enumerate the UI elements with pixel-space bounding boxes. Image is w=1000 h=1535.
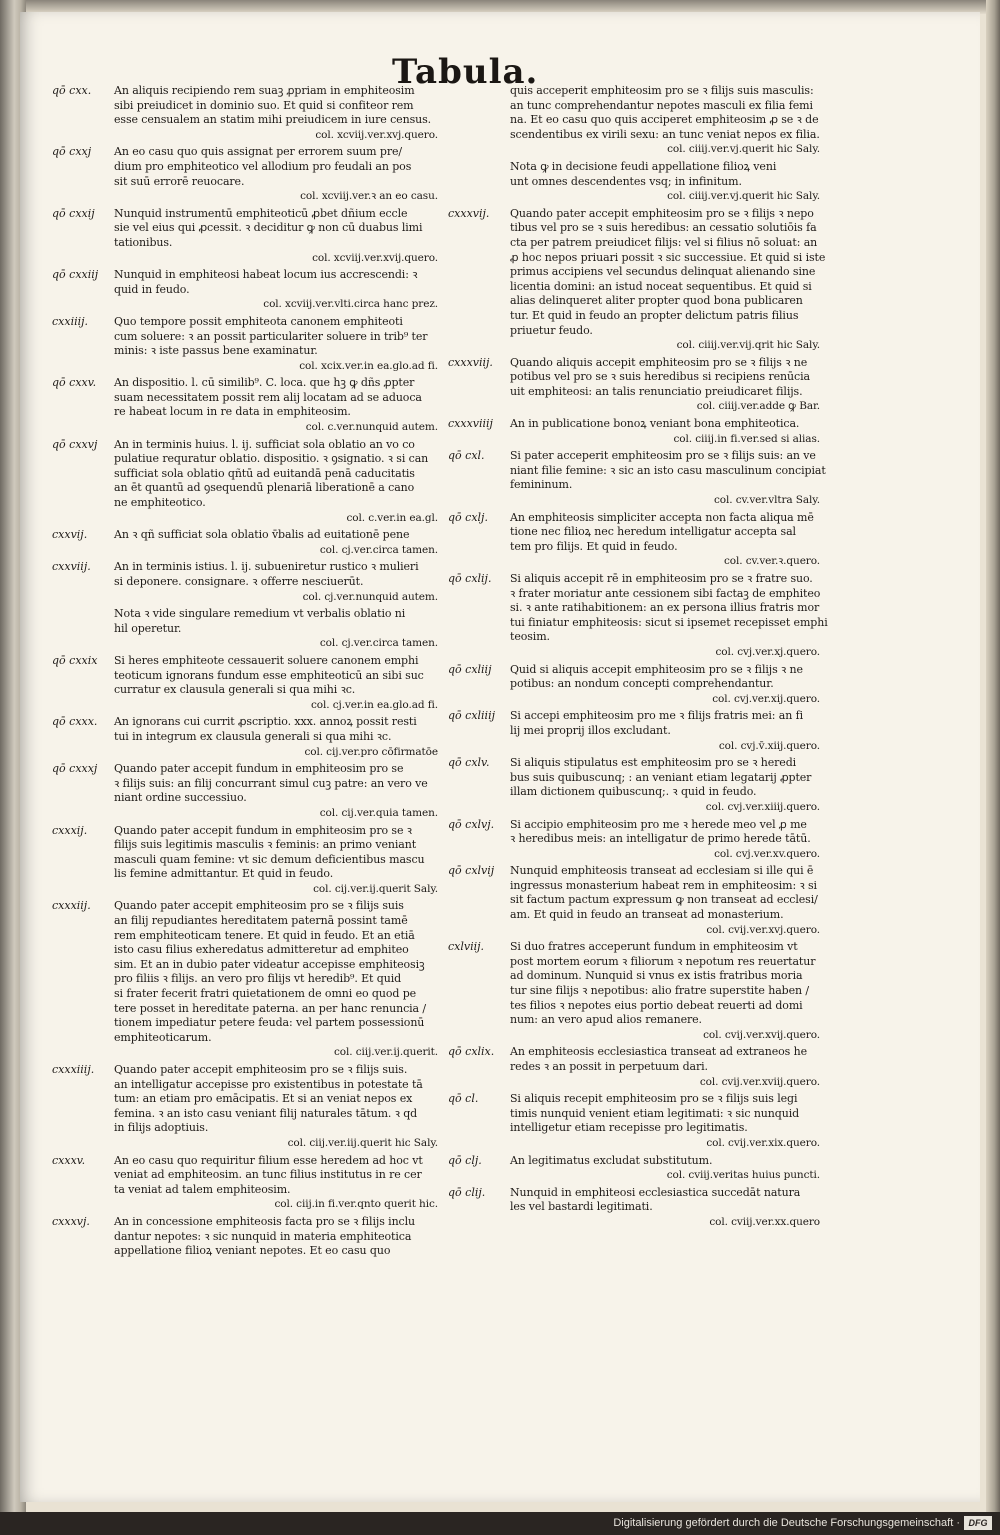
index-entry (52, 560, 438, 604)
entry-line: uit emphiteosi: an talis renunciatio preiudicaret filijs. (510, 384, 803, 398)
entry-line: appellatione filioꝝ veniant nepotes. Et eo casu quo (114, 1244, 391, 1258)
index-entry (448, 417, 820, 446)
index-entry (52, 207, 438, 265)
question-number: qō cxlvj. (448, 817, 495, 831)
entry-line: Quando aliquis accepit emphiteosim pro se ꝛ filijs ꝛ ne (510, 355, 808, 369)
entry-line: An in terminis huius. l. ij. sufficiat sola oblatio an vo co (114, 437, 415, 451)
entry-line: Nota ꝙ in decisione feudi appellatione filioꝝ veni (510, 159, 777, 173)
left-column (52, 84, 438, 1262)
entry-line: pulatiue requratur oblatio. dispositio. ꝛ ꝯsignatio. ꝛ si can (114, 452, 429, 466)
entry-line: tione nec filioꝝ nec heredum intelligatur accepta sal (510, 525, 796, 539)
entry-line: post mortem eorum ꝛ filiorum ꝛ nepotum res reuertatur (510, 954, 816, 968)
entry-text (114, 1063, 438, 1151)
question-number: qō cxlv. (448, 756, 490, 770)
index-entry (52, 528, 438, 557)
column-reference: col. cvij.ver.xix.quero. (706, 1136, 820, 1149)
entry-text (510, 1092, 820, 1150)
entry-line: hil operetur. (114, 621, 182, 635)
index-entry (52, 84, 438, 142)
entry-text (114, 315, 438, 373)
index-entry (448, 572, 828, 660)
entry-text (114, 654, 438, 712)
entry-line: in filijs adoptiuis. (114, 1121, 209, 1135)
index-entry (52, 1154, 438, 1212)
question-number: cxxiiij. (52, 314, 89, 328)
question-number: qō cxxv. (52, 376, 97, 390)
entry-line: tationibus. (114, 235, 173, 249)
question-number: qō cxxij (52, 206, 95, 220)
entry-text (510, 1154, 820, 1183)
entry-text (114, 438, 438, 526)
entry-line: filijs suis legitimis masculis ꝛ feminis: an primo veniant (114, 838, 417, 852)
column-reference: col. cvj.ver.xij.quero. (712, 692, 820, 705)
entry-line: tur sine filijs ꝛ nepotibus: alio fratre superstite haben / (510, 984, 809, 998)
column-reference: col. ciiij.ver.vj.querit hic Saly. (667, 190, 820, 203)
column-reference: col. cviij.ver.xx.quero (709, 1215, 820, 1228)
entry-text (510, 511, 820, 569)
entry-line: teosim. (510, 630, 550, 644)
index-entry (448, 756, 820, 814)
question-number: qō cxxj (52, 145, 92, 159)
index-entry (52, 1063, 438, 1151)
entry-line: Si accipio emphiteosim pro me ꝛ herede meo vel ꝓ me (510, 817, 807, 831)
entry-text (510, 709, 820, 753)
entry-line: niant ordine successiuo. (114, 791, 247, 805)
column-reference: col. xcviij.ver.vlti.circa hanc prez. (263, 298, 438, 311)
column-reference: col. xcviij.ver.ꝛ an eo casu. (300, 190, 438, 203)
entry-line: sit factum pactum expressum ꝙ non transeat ad ecclesi/ (510, 893, 818, 907)
question-number: cxxviij. (52, 560, 91, 574)
entry-line: ne emphiteotico. (114, 496, 206, 510)
question-number: cxxxvj. (52, 1214, 90, 1228)
funding-credit: Digitalisierung gefördert durch die Deutsche Forschungsgemeinschaft · (613, 1517, 960, 1529)
question-number: cxxxij. (52, 823, 88, 837)
entry-line: ꝛ heredibus meis: an intelligatur de primo herede tātū. (510, 832, 811, 846)
column-reference: col. ciij.ver.iij.querit hic Saly. (287, 1136, 438, 1149)
entry-text (114, 1154, 438, 1212)
question-number: qō cxlix. (448, 1045, 495, 1059)
entry-line: An eo casu quo quis assignat per errorem suum pre/ (114, 145, 403, 159)
entry-line: cta per patrem preiudicet filijs: vel si filius nō soluat: an (510, 235, 818, 249)
entry-line: redes ꝛ an possit in perpetuum dari. (510, 1060, 708, 1073)
entry-text (114, 899, 438, 1060)
question-number: qō cl. (448, 1092, 479, 1106)
page-title: Tabula. (392, 52, 539, 92)
entry-line: licentia domini: an istud noceat sequentibus. Et quid si (510, 279, 812, 293)
entry-line: Si heres emphiteote cessauerit soluere canonem emphi (114, 653, 419, 667)
entry-text (510, 572, 828, 660)
entry-line: Quando pater accepit emphiteosim pro se ꝛ filijs suis. (114, 1063, 408, 1076)
column-reference: col. ciij.in fi.ver.qnto querit hic. (274, 1198, 438, 1211)
entry-line: esse censualem an statim mihi preiudicem in iure census. (114, 113, 432, 127)
entry-line: Quo tempore possit emphiteota canonem emphiteoti (114, 314, 403, 328)
entry-line: An emphiteosis ecclesiastica transeat ad extraneos he (510, 1045, 807, 1059)
index-entry (52, 438, 438, 526)
index-entry (448, 818, 820, 862)
column-reference: col. cij.ver.pro cōfirmatōe (304, 745, 438, 758)
entry-text (510, 1186, 820, 1230)
entry-line: alias delinqueret aliter propter quod bona publicaren (510, 294, 803, 308)
entry-line: sim. Et an in dubio pater videatur accepisse emphiteosiꝫ (114, 957, 425, 971)
question-number: cxxvij. (52, 528, 88, 542)
column-reference: col. xcviij.ver.xvj.quero. (315, 128, 438, 141)
column-reference: col. cv.ver.vltra Saly. (713, 494, 820, 507)
column-reference: col. cviij.veritas huius puncti. (666, 1169, 820, 1182)
entry-text (114, 376, 438, 434)
entry-line: primus accipiens vel secundus delinquat alienando sine (510, 265, 816, 279)
question-number: qō cxlj. (448, 510, 488, 524)
index-entry (448, 160, 820, 204)
entry-line: dium pro emphiteotico vel allodium pro feudali an pos (114, 159, 412, 173)
index-entry (448, 1092, 820, 1150)
entry-line: Si duo fratres acceperunt fundum in emphiteosim vt (510, 940, 798, 954)
entry-line: tere posset in hereditate paterna. an per hanc renuncia / (114, 1001, 427, 1015)
entry-line: lij mei proprij illos excludant. (510, 723, 671, 737)
entry-line: An ꝛ qñ sufficiat sola oblatio v̄balis ad euitationē pene (114, 528, 410, 542)
column-reference: col. cj.ver.circa tamen. (319, 543, 438, 556)
entry-line: An ignorans cui currit ꝓscriptio. xxx. annoꝝ possit resti (114, 715, 417, 729)
question-number: qō cxliij (448, 662, 492, 676)
entry-line: Nunquid emphiteosis transeat ad ecclesiam si ille qui ē (510, 864, 814, 878)
question-number: cxxxiiij. (52, 1063, 95, 1076)
entry-line: potibus: an nondum concepti comprehendantur. (510, 677, 774, 691)
question-number: qō cxxxj (52, 762, 98, 776)
entry-line: scendentibus ex virili sexu: an tunc veniat nepos ex filia. (510, 127, 820, 141)
entry-line: potibus vel pro se ꝛ suis heredibus si recipiens renūcia (510, 370, 810, 384)
entry-line: bus suis quibuscunq; : an veniant etiam legatarij ꝓpter (510, 770, 812, 784)
entry-line: si deponere. consignare. ꝛ offerre nesciuerūt. (114, 575, 364, 588)
entry-text (114, 560, 438, 604)
index-entry (52, 762, 438, 820)
entry-line: lis femine admittantur. Et quid in feudo. (114, 867, 334, 881)
entry-line: sit suū errorē reuocare. (114, 174, 245, 188)
entry-line: femina. ꝛ an isto casu veniant filij naturales tātum. ꝛ qd (114, 1106, 418, 1120)
entry-line: ad dominum. Nunquid si vnus ex istis fratribus moria (510, 969, 803, 983)
index-entry (52, 899, 438, 1060)
index-entry (448, 663, 820, 707)
index-entry (448, 940, 820, 1042)
entry-line: Si aliquis recepit emphiteosim pro se ꝛ filijs suis legi (510, 1092, 798, 1106)
entry-line: An emphiteosis simpliciter accepta non facta aliqua mē (510, 510, 814, 524)
entry-line: rem emphiteoticam tenere. Et quid in feudo. Et an etiā (114, 928, 415, 942)
entry-line: si frater fecerit fratri quietationem de omni eo quod pe (114, 987, 417, 1001)
entry-text (510, 663, 820, 707)
entry-line: re habeat locum in re data in emphiteosim. (114, 405, 351, 419)
entry-line: Si aliquis accepit rē in emphiteosim pro se ꝛ fratre suo. (510, 572, 813, 585)
entry-line: Si accepi emphiteosim pro me ꝛ filijs fratris mei: an fi (510, 709, 803, 723)
column-reference: col. cvij.ver.xviij.quero. (699, 1075, 820, 1088)
column-reference: col. ciiij.ver.adde ꝙ Bar. (696, 400, 820, 413)
column-reference: col. ciiij.ver.vj.querit hic Saly. (667, 143, 820, 156)
entry-line: priuetur feudo. (510, 323, 593, 337)
entry-text (114, 84, 438, 142)
column-reference: col. cvij.ver.xvij.quero. (703, 1028, 820, 1041)
entry-line: an intelligatur accepisse pro existentibus in potestate tā (114, 1077, 423, 1091)
entry-line: ꝛ filijs suis: an filij concurrant simul cuꝫ patre: an vero ve (114, 776, 428, 790)
index-entry (448, 511, 820, 569)
question-number: cxlviij. (448, 940, 485, 954)
entry-line: an tunc comprehendantur nepotes masculi ex filia femi (510, 98, 813, 112)
entry-line: tur. Et quid in feudo an propter delictum patris filius (510, 308, 799, 322)
entry-line: minis: ꝛ iste passus bene examinatur. (114, 344, 318, 358)
entry-line: suam necessitatem possit rem alij locatam ad se aduoca (114, 390, 422, 404)
entry-line: timis nunquid venient etiam legitimati: ꝛ sic nunquid (510, 1106, 800, 1120)
entry-line: Nunquid instrumentū emphiteoticū ꝓbet dñium eccle (114, 206, 408, 220)
entry-line: teoticum ignorans fundum esse emphiteoticū an sibi suc (114, 668, 424, 682)
entry-text (510, 449, 826, 507)
entry-line: ꝓ hoc nepos priuari possit ꝛ sic successiue. Et quid si iste (510, 250, 826, 264)
entry-line: isto casu filius exheredatus admitteretur ad emphiteo (114, 943, 409, 957)
question-number: qō clj. (448, 1153, 482, 1167)
question-number: qō cxxvj (52, 437, 98, 451)
column-reference: col. cij.ver.quia tamen. (319, 806, 438, 819)
entry-text (114, 145, 438, 203)
entry-line: emphiteoticarum. (114, 1030, 212, 1044)
entry-line: An legitimatus excludat substitutum. (510, 1153, 713, 1167)
entry-line: tui in integrum ex clausula generali si qua mihi ꝛc. (114, 729, 392, 743)
index-entry (448, 1186, 820, 1230)
entry-line: intelligetur etiam recepisse pro legitimatis. (510, 1121, 748, 1135)
entry-line: na. Et eo casu quo quis acciperet emphiteosim ꝓ se ꝛ de (510, 113, 819, 127)
question-number: cxxxiij. (52, 899, 91, 913)
column-reference: col. cv.ver.ꝛ.quero. (724, 555, 820, 568)
column-reference: col. cij.ver.ij.querit Saly. (313, 882, 438, 895)
entry-line: an filij repudiantes hereditatem paternā possint tamē (114, 914, 408, 928)
book-page (20, 12, 980, 1502)
column-reference: col. cvj.v̄.xiij.quero. (718, 739, 820, 752)
entry-line: Quando pater accepit fundum in emphiteosim pro se (114, 762, 404, 776)
question-number: qō cxlij. (448, 572, 492, 585)
index-entry (448, 1154, 820, 1183)
question-number: qō cxxiij (52, 268, 99, 282)
index-entry (52, 654, 438, 712)
right-column (448, 84, 828, 1233)
index-entry (448, 709, 820, 753)
entry-line: tionem impediatur petere feuda: vel partem possessionū (114, 1016, 425, 1030)
entry-line: An dispositio. l. cū similib⁹. C. loca. que hꝫ ꝙ dñs ꝓpter (114, 376, 415, 390)
index-entry (52, 315, 438, 373)
entry-text (510, 417, 820, 446)
entry-text (114, 762, 438, 820)
index-entry (52, 1215, 438, 1259)
entry-line: illam dictionem quibuscunq;. ꝛ quid in feudo. (510, 785, 757, 799)
entry-line: an ēt quantū ad ꝯsequendū plenariā liberationē a cano (114, 481, 415, 495)
column-reference: col. cvij.ver.xvj.quero. (706, 923, 820, 936)
entry-text (510, 864, 820, 937)
entry-text (510, 756, 820, 814)
column-reference: col. cvj.ver.xiiij.quero. (705, 800, 820, 813)
entry-line: Quando pater accepit fundum in emphiteosim pro se ꝛ (114, 823, 412, 837)
entry-line: tes filios ꝛ nepotes eius portio debeat reuerti ad domi (510, 998, 803, 1012)
index-entry (52, 824, 438, 897)
entry-line: An in concessione emphiteosis facta pro se ꝛ filijs inclu (114, 1214, 416, 1228)
column-reference: col. ciiij.ver.vij.qrit hic Saly. (676, 339, 820, 352)
index-entry (52, 145, 438, 203)
entry-line: Nunquid in emphiteosi habeat locum ius accrescendi: ꝛ (114, 268, 418, 282)
question-number: qō cxxx. (52, 715, 98, 729)
entry-line: femininum. (510, 478, 573, 492)
entry-line: ꝛ frater moriatur ante cessionem sibi factaꝫ de emphiteo (510, 586, 821, 600)
entry-line: quis acceperit emphiteosim pro se ꝛ filijs suis masculis: (510, 84, 814, 97)
entry-text (114, 1215, 438, 1259)
entry-line: veniat ad emphiteosim. an tunc filius institutus in re cer (114, 1168, 422, 1182)
entry-line: Quando pater accepit emphiteosim pro se ꝛ filijs ꝛ nepo (510, 206, 814, 220)
entry-line: masculi quam femine: vt sic demum deficientibus mascu (114, 852, 425, 866)
entry-text (510, 356, 820, 414)
entry-line: niant filie femine: ꝛ sic an isto casu masculinum concipiat (510, 463, 826, 477)
entry-text (510, 940, 820, 1042)
entry-line: unt omnes descendentes vsq; in infinitum. (510, 174, 742, 188)
entry-line: pro filiis ꝛ filijs. an vero pro filijs vt heredib⁹. Et quid (114, 972, 402, 986)
entry-line: sufficiat sola oblatio qñtū ad euitandā penā caducitatis (114, 466, 415, 480)
question-number: cxxxvij. (448, 206, 490, 220)
entry-text (510, 160, 820, 204)
dfg-logo: DFG (964, 1516, 992, 1530)
question-number: qō clij. (448, 1185, 486, 1199)
index-entry (448, 84, 820, 157)
entry-line: Nota ꝛ vide singulare remedium vt verbalis oblatio ni (114, 607, 406, 621)
index-entry (448, 449, 826, 507)
entry-line: Nunquid in emphiteosi ecclesiastica succedāt natura (510, 1185, 801, 1199)
index-entry (448, 356, 820, 414)
footer-bar (0, 1512, 1000, 1535)
entry-line: Quid si aliquis accepit emphiteosim pro se ꝛ filijs ꝛ ne (510, 662, 803, 676)
entry-text (510, 818, 820, 862)
entry-text (114, 715, 438, 759)
entry-line: tum: an etiam pro emācipatis. Et si an veniat nepos ex (114, 1092, 413, 1106)
index-entry (52, 268, 438, 312)
index-entry (448, 206, 826, 353)
column-reference: col. cvj.ver.xv.quero. (714, 847, 820, 860)
question-number: qō cxl. (448, 449, 485, 463)
entry-text (114, 207, 438, 265)
column-reference: col. xcviij.ver.xvij.quero. (312, 251, 438, 264)
column-reference: col. ciij.ver.ij.querit. (334, 1046, 438, 1059)
question-number: qō cxx. (52, 84, 92, 97)
entry-line: tui finiatur emphiteosis: sicut si ipsemet recepisset emphi (510, 615, 828, 629)
entry-text (510, 84, 820, 157)
entry-line: quid in feudo. (114, 282, 190, 296)
question-number: cxxxv. (52, 1153, 86, 1167)
entry-line: si. ꝛ ante ratihabitionem: an ex persona illius fratris mor (510, 601, 820, 615)
column-reference: col. cj.ver.in ea.glo.ad fi. (311, 698, 438, 711)
entry-text (510, 1045, 820, 1089)
entry-line: An in terminis istius. l. ij. subueniretur rustico ꝛ mulieri (114, 560, 419, 574)
entry-text (114, 268, 438, 312)
index-entry (52, 715, 438, 759)
entry-line: cum soluere: ꝛ an possit particulariter soluere in trib⁹ ter (114, 329, 428, 343)
entry-line: An in publicatione bonoꝝ veniant bona emphiteotica. (510, 417, 800, 431)
question-number: qō cxlvij (448, 864, 495, 878)
column-reference: col. cj.ver.nunquid autem. (302, 590, 438, 603)
column-reference: col. ciiij.in fi.ver.sed si alias. (673, 432, 820, 445)
entry-text (510, 206, 826, 353)
entry-line: am. Et quid in feudo an transeat ad monasterium. (510, 908, 784, 922)
column-reference: col. cj.ver.circa tamen. (319, 637, 438, 650)
entry-line: sibi preiudicet in dominio suo. Et quid si confiteor rem (114, 98, 414, 112)
index-entry (52, 376, 438, 434)
entry-line: Si aliquis stipulatus est emphiteosim pro se ꝛ heredi (510, 756, 797, 770)
book-right-edge (986, 0, 1000, 1512)
entry-line: sie vel eius qui ꝓcessit. ꝛ deciditur ꝙ non cū duabus limi (114, 221, 423, 235)
entry-line: ingressus monasterium habeat rem in emphiteosim: ꝛ si (510, 878, 817, 892)
entry-line: num: an vero apud alios remanere. (510, 1013, 702, 1027)
index-entry (52, 607, 438, 651)
entry-line: les vel bastardi legitimati. (510, 1200, 653, 1214)
question-number: cxxxviij. (448, 355, 493, 369)
column-reference: col. xcix.ver.in ea.glo.ad fi. (299, 359, 438, 372)
entry-text (114, 528, 438, 557)
column-reference: col. cvj.ver.xj.quero. (715, 645, 820, 658)
question-number: qō cxliiij (448, 709, 496, 723)
column-reference: col. c.ver.in ea.gl. (346, 511, 438, 524)
question-number: qō cxxix (52, 653, 98, 667)
entry-line: tibus vel pro se ꝛ suis heredibus: an cessatio solutiōis fa (510, 221, 817, 235)
entry-line: An aliquis recipiendo rem suaꝫ ꝓpriam in emphiteosim (114, 84, 415, 97)
entry-text (114, 607, 438, 651)
entry-text (114, 824, 438, 897)
question-number: cxxxviiij (448, 417, 493, 431)
column-reference: col. c.ver.nunquid autem. (305, 421, 438, 434)
entry-line: An eo casu quo requiritur filium esse heredem ad hoc vt (114, 1153, 423, 1167)
entry-line: dantur nepotes: ꝛ sic nunquid in materia emphiteotica (114, 1229, 412, 1243)
entry-line: Quando pater accepit emphiteosim pro se ꝛ filijs suis (114, 899, 404, 913)
entry-line: ta veniat ad talem emphiteosim. (114, 1182, 291, 1196)
index-entry (448, 864, 820, 937)
entry-line: curratur ex clausula generali si qua mihi ꝛc. (114, 683, 356, 697)
entry-line: Si pater acceperit emphiteosim pro se ꝛ filijs suis: an ve (510, 449, 816, 463)
index-entry (448, 1045, 820, 1089)
entry-line: tem pro filijs. Et quid in feudo. (510, 539, 678, 553)
